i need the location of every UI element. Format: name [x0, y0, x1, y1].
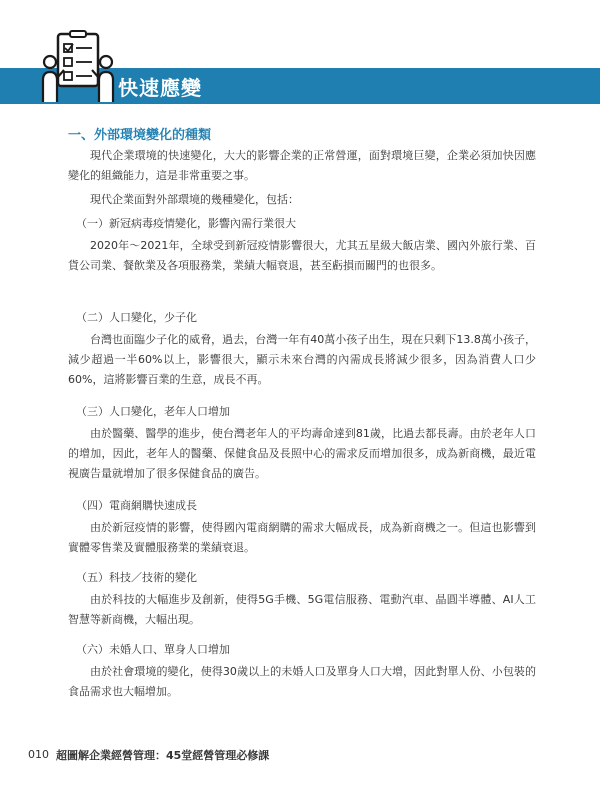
- chapter-title: 快速應變: [118, 76, 202, 100]
- subsection-body: 由於社會環境的變化，使得30歲以上的未婚人口及單身人口大增，因此對單人份、小包裝的食品需求也大幅增加。: [68, 665, 536, 698]
- subsection-heading: （四）電商網購快速成長: [76, 499, 197, 512]
- subsection-heading: （一）新冠病毒疫情變化，影響內需行業很大: [76, 217, 296, 230]
- subsection-heading: （六）未婚人口、單身人口增加: [76, 643, 230, 656]
- intro-lead: 現代企業面對外部環境的幾種變化，包括：: [90, 193, 299, 206]
- subsection-body: 台灣也面臨少子化的威脅，過去，台灣一年有40萬小孩子出生，現在只剩下13.8萬小孩子，減少超過一半60%以上，影響很大，顯示未來台灣的內需成長將減少很多，因為消費人口少60%，這將影響百業的生意，成長不再。: [68, 333, 536, 386]
- page-number: 010: [28, 748, 49, 761]
- subsection-heading: （二）人口變化，少子化: [76, 311, 197, 324]
- book-title: 超圖解企業經營管理：45堂經營管理必修課: [56, 749, 270, 762]
- subsection-body: 2020年～2021年，全球受到新冠疫情影響很大，尤其五星級大飯店業、國內外旅行業、百貨公司業、餐飲業及各項服務業，業績大幅衰退，甚至虧損而關門的也很多。: [68, 239, 536, 272]
- intro-paragraph: 現代企業環境的快速變化，大大的影響企業的正常營運，面對環境巨變，企業必須加快因應變化的組織能力，這是非常重要之事。: [68, 149, 536, 182]
- team-planning-icon: [40, 30, 118, 104]
- subsection-body: 由於醫藥、醫學的進步，使台灣老年人的平均壽命達到81歲，比過去都長壽。由於老年人口的增加，因此，老年人的醫藥、保健食品及長照中心的需求反而增加很多，成為新商機，最近電視廣告量就增加了很多保健食品的廣告。: [68, 427, 536, 480]
- subsection-heading: （三）人口變化，老年人口增加: [76, 405, 230, 418]
- section-title: 一、外部環境變化的種類: [68, 128, 212, 143]
- subsection-heading: （五）科技／技術的變化: [76, 571, 197, 584]
- subsection-body: 由於科技的大幅進步及創新，使得5G手機、5G電信服務、電動汽車、晶圓半導體、AI人工智慧等新商機，大幅出現。: [68, 593, 536, 626]
- subsection-body: 由於新冠疫情的影響，使得國內電商網購的需求大幅成長，成為新商機之一。但這也影響到實體零售業及實體服務業的業績衰退。: [68, 521, 536, 554]
